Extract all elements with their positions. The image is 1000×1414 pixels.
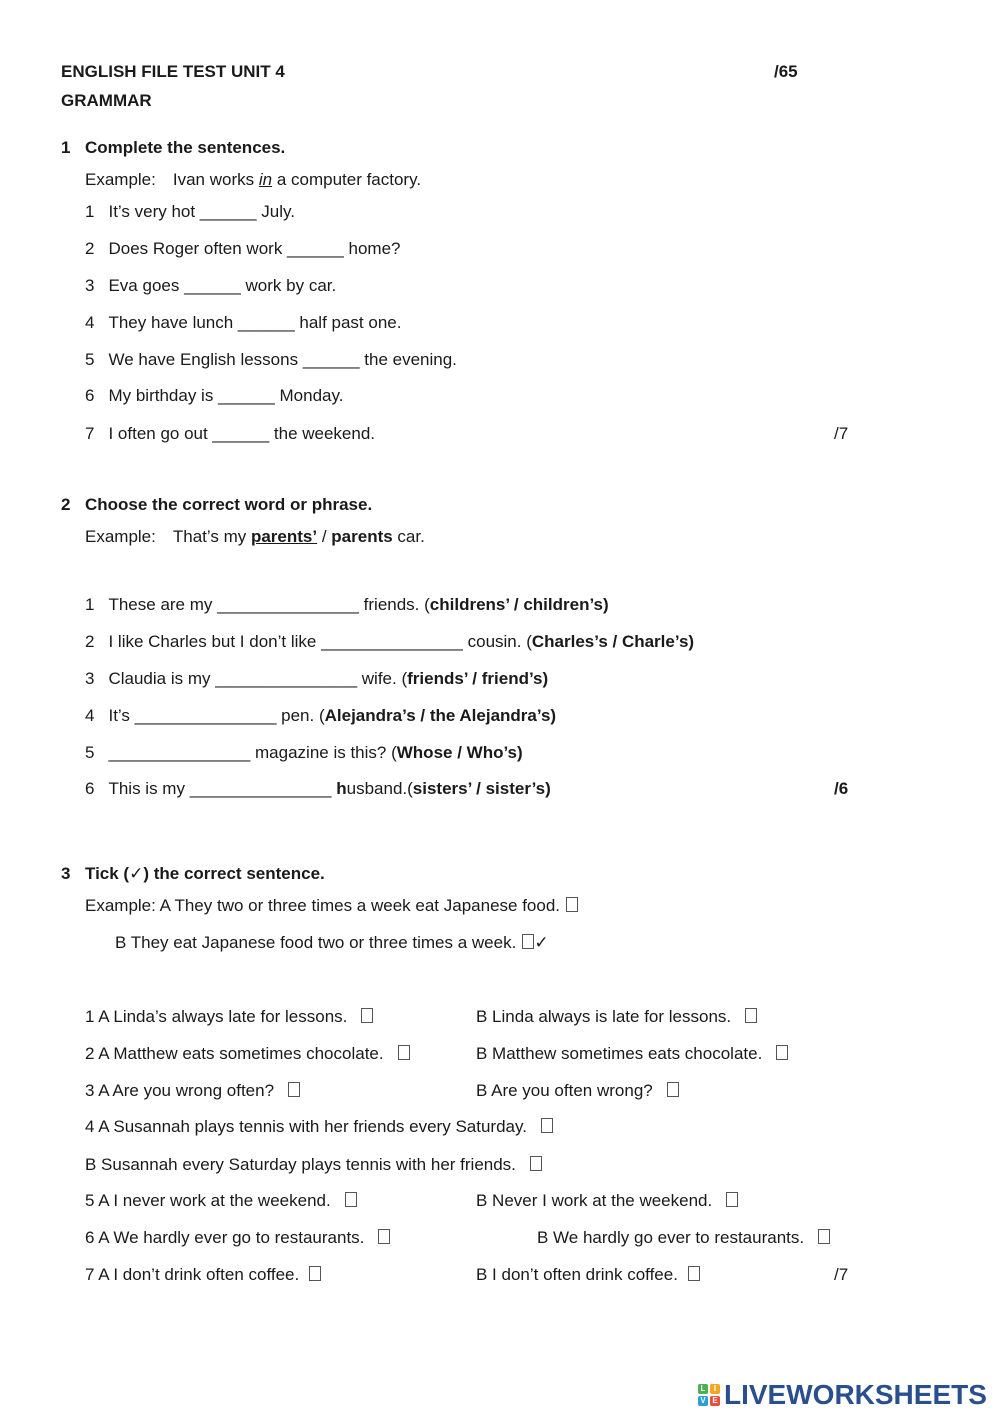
example-answer: in <box>258 170 273 189</box>
title-text-end: ) the correct sentence. <box>143 864 325 883</box>
item-number: 2 <box>85 239 95 258</box>
option-text: 7 A I don’t drink often coffee. <box>85 1265 300 1284</box>
item-number: 7 <box>85 424 95 443</box>
ex2-item <box>85 632 694 652</box>
ex3-option-b <box>476 1191 738 1211</box>
ex3-option-a <box>85 1228 390 1248</box>
option-text: B Are you often wrong? <box>476 1081 653 1100</box>
item-number: 3 <box>85 276 95 295</box>
exercise-3-title <box>85 864 325 884</box>
ex2-item <box>85 743 523 763</box>
exercise-1-title: Complete the sentences. <box>85 138 286 157</box>
ex1-item <box>85 239 400 259</box>
ex2-item <box>85 669 548 689</box>
example-text: That’s my <box>172 527 251 546</box>
item-options: Alejandra’s / the Alejandra’s) <box>324 706 557 725</box>
exercise-2-number: 2 <box>61 495 71 514</box>
ex1-item <box>85 276 336 296</box>
worksheet-title: ENGLISH FILE TEST UNIT 4 <box>61 62 285 81</box>
item-number: 4 <box>85 313 95 332</box>
option-text: B We hardly go ever to restaurants. <box>537 1228 805 1247</box>
item-number: 4 <box>85 706 95 725</box>
logo-letter: L <box>698 1384 708 1394</box>
checkbox[interactable] <box>818 1229 830 1244</box>
example-text: Example: A They two or three times a week eat Japanese food. <box>85 896 561 915</box>
exercise-3-score: /7 <box>834 1265 849 1284</box>
example-text: B They eat Japanese food two or three times a week. <box>115 933 517 952</box>
example-text: Ivan works <box>172 170 259 189</box>
ex2-item <box>85 595 609 615</box>
item-text[interactable]: _______________ magazine is this? ( <box>108 743 397 762</box>
option-text: B Never I work at the weekend. <box>476 1191 713 1210</box>
exercise-1-score: /7 <box>834 424 849 443</box>
title-text: Tick ( <box>85 864 130 883</box>
item-text[interactable]: I often go out ______ the weekend. <box>108 424 376 443</box>
option-text: 6 A We hardly ever go to restaurants. <box>85 1228 365 1247</box>
checkbox[interactable] <box>345 1192 357 1207</box>
option-text: 2 A Matthew eats sometimes chocolate. <box>85 1044 384 1063</box>
checkbox[interactable] <box>688 1266 700 1281</box>
ex3-option-a <box>85 1081 300 1101</box>
item-options: Whose / Who’s) <box>396 743 523 762</box>
ex2-item <box>85 706 556 726</box>
ex3-option-b <box>537 1228 830 1248</box>
checkmark-icon: ✓ <box>534 933 549 952</box>
ex3-option-a <box>85 1265 321 1285</box>
item-bold-letter: h <box>336 779 347 798</box>
ex1-item <box>85 313 401 333</box>
checkbox[interactable] <box>309 1266 321 1281</box>
exercise-3-example-a <box>85 896 578 916</box>
example-label: Example: <box>85 527 156 546</box>
ex3-option-a <box>85 1117 553 1137</box>
logo-letter: V <box>698 1396 708 1406</box>
checkbox[interactable] <box>541 1118 553 1133</box>
total-score: /65 <box>774 62 798 81</box>
option-text: B Matthew sometimes eats chocolate. <box>476 1044 763 1063</box>
ex3-option-b <box>476 1081 679 1101</box>
option-text: 4 A Susannah plays tennis with her friends every Saturday. <box>85 1117 527 1136</box>
ex2-item <box>85 779 551 799</box>
section-heading: GRAMMAR <box>61 91 152 110</box>
checkbox[interactable] <box>566 897 578 912</box>
logo-letter: I <box>710 1384 720 1394</box>
exercise-2-score: /6 <box>834 779 849 798</box>
checkbox[interactable] <box>378 1229 390 1244</box>
exercise-1-example <box>85 170 421 190</box>
option-text: B I don’t often drink coffee. <box>476 1265 678 1284</box>
ex1-item <box>85 350 457 370</box>
item-options: Charles’s / Charle’s) <box>531 632 695 651</box>
checkbox[interactable] <box>745 1008 757 1023</box>
item-text-cont: usband.( <box>346 779 413 798</box>
item-options: friends’ / friend’s) <box>407 669 549 688</box>
item-number: 3 <box>85 669 95 688</box>
example-label: Example: <box>85 170 156 189</box>
ex1-item <box>85 424 375 444</box>
liveworksheets-logo[interactable] <box>698 1378 987 1412</box>
logo-text: LIVEWORKSHEETS <box>724 1379 987 1410</box>
item-number: 5 <box>85 743 95 762</box>
option-text: 5 A I never work at the weekend. <box>85 1191 331 1210</box>
exercise-2-title: Choose the correct word or phrase. <box>85 495 373 514</box>
item-number: 1 <box>85 202 95 221</box>
example-separator: / <box>317 527 332 546</box>
tick-icon: ✓ <box>129 864 144 883</box>
item-text[interactable]: This is my _______________ <box>108 779 337 798</box>
checkbox[interactable] <box>398 1045 410 1060</box>
item-text[interactable]: It’s very hot ______ July. <box>108 202 295 221</box>
ex3-option-b <box>85 1155 542 1175</box>
ex3-option-a <box>85 1044 410 1064</box>
ex3-option-b <box>476 1044 788 1064</box>
ex3-option-a <box>85 1191 357 1211</box>
item-text[interactable]: It’s _______________ pen. ( <box>108 706 325 725</box>
item-text[interactable]: They have lunch ______ half past one. <box>108 313 402 332</box>
ex1-item <box>85 202 295 222</box>
example-answer: parents’ <box>250 527 318 546</box>
example-text-end: a computer factory. <box>272 170 422 189</box>
item-text[interactable]: Claudia is my _______________ wife. ( <box>108 669 408 688</box>
option-text: B Susannah every Saturday plays tennis with her friends. <box>85 1155 516 1174</box>
item-text[interactable]: We have English lessons ______ the evening. <box>108 350 457 369</box>
checkbox[interactable] <box>530 1156 542 1171</box>
item-text[interactable]: I like Charles but I don’t like _______________ cousin. ( <box>108 632 532 651</box>
logo-mark-icon <box>698 1384 720 1406</box>
exercise-2-example <box>85 527 425 547</box>
item-text[interactable]: My birthday is ______ Monday. <box>108 386 344 405</box>
exercise-1-number: 1 <box>61 138 71 157</box>
checkbox[interactable] <box>288 1082 300 1097</box>
ex3-option-b <box>476 1007 757 1027</box>
item-options: sisters’ / sister’s) <box>412 779 551 798</box>
checkbox[interactable] <box>726 1192 738 1207</box>
exercise-3-example-b <box>115 933 549 953</box>
option-text: B Linda always is late for lessons. <box>476 1007 732 1026</box>
option-text: 1 A Linda’s always late for lessons. <box>85 1007 348 1026</box>
checkbox[interactable] <box>776 1045 788 1060</box>
ex3-option-a <box>85 1007 373 1027</box>
item-number: 5 <box>85 350 95 369</box>
logo-letter: E <box>710 1396 720 1406</box>
exercise-3-number: 3 <box>61 864 71 883</box>
checkbox[interactable] <box>522 934 534 949</box>
item-number: 1 <box>85 595 95 614</box>
checkbox[interactable] <box>361 1008 373 1023</box>
item-number: 6 <box>85 386 95 405</box>
item-number: 6 <box>85 779 95 798</box>
ex3-option-b <box>476 1265 700 1285</box>
ex1-item <box>85 386 343 406</box>
option-text: 3 A Are you wrong often? <box>85 1081 275 1100</box>
example-alternative: parents <box>331 527 393 546</box>
item-number: 2 <box>85 632 95 651</box>
item-text[interactable]: These are my _______________ friends. ( <box>108 595 430 614</box>
example-text-end: car. <box>392 527 425 546</box>
item-text[interactable]: Does Roger often work ______ home? <box>108 239 401 258</box>
checkbox[interactable] <box>667 1082 679 1097</box>
item-options: childrens’ / children’s) <box>429 595 609 614</box>
item-text[interactable]: Eva goes ______ work by car. <box>108 276 337 295</box>
